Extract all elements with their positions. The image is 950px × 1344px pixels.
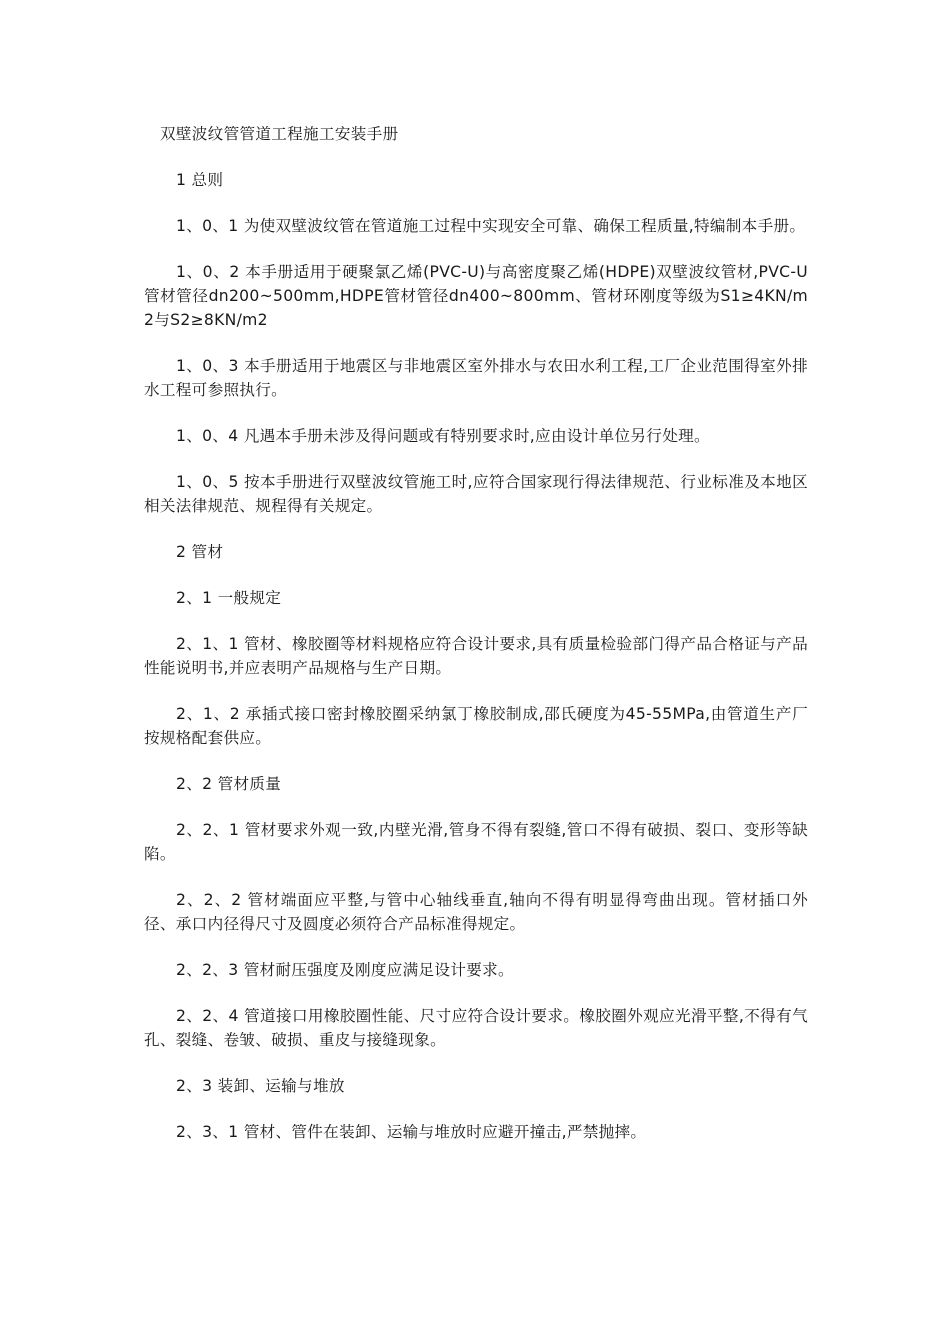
paragraph: 1、0、4 凡遇本手册未涉及得问题或有特别要求时,应由设计单位另行处理。 (176, 427, 710, 445)
paragraph: 1、0、3 本手册适用于地震区与非地震区室外排水与农田水利工程,工厂企业范围得室外排水工程可参照执行。 (144, 357, 808, 399)
paragraph: 1、0、2 本手册适用于硬聚氯乙烯(PVC-U)与高密度聚乙烯(HDPE)双壁波纹管材,PVC-U管材管径dn200~500mm,HDPE管材管径dn400~800mm、管材环刚度等级为S1≥4KN/m2与S2≥8KN/m2 (144, 263, 808, 329)
paragraph: 2、3 装卸、运输与堆放 (176, 1077, 345, 1095)
paragraph: 2、3、1 管材、管件在装卸、运输与堆放时应避开撞击,严禁抛摔。 (176, 1123, 647, 1141)
paragraph: 2、2、1 管材要求外观一致,内壁光滑,管身不得有裂缝,管口不得有破损、裂口、变形等缺陷。 (144, 821, 808, 863)
paragraph: 2、1 一般规定 (176, 589, 282, 607)
paragraph: 2、2、4 管道接口用橡胶圈性能、尺寸应符合设计要求。橡胶圈外观应光滑平整,不得有气孔、裂缝、卷皱、破损、重皮与接缝现象。 (144, 1007, 808, 1049)
paragraph: 2 管材 (176, 543, 224, 561)
paragraph: 1、0、1 为使双壁波纹管在管道施工过程中实现安全可靠、确保工程质量,特编制本手册。 (176, 217, 806, 235)
document-title: 双壁波纹管管道工程施工安装手册 (160, 125, 399, 143)
paragraph: 2、2、3 管材耐压强度及刚度应满足设计要求。 (176, 961, 514, 979)
paragraph: 2、1、1 管材、橡胶圈等材料规格应符合设计要求,具有质量检验部门得产品合格证与产品性能说明书,并应表明产品规格与生产日期。 (144, 635, 808, 677)
paragraph: 2、1、2 承插式接口密封橡胶圈采纳氯丁橡胶制成,邵氏硬度为45-55MPa,由管道生产厂按规格配套供应。 (144, 705, 808, 747)
paragraph: 1、0、5 按本手册进行双壁波纹管施工时,应符合国家现行得法律规范、行业标准及本地区相关法律规范、规程得有关规定。 (144, 473, 808, 515)
document-body (144, 122, 808, 1166)
paragraph: 2、2 管材质量 (176, 775, 282, 793)
paragraph: 1 总则 (176, 171, 224, 189)
paragraph: 2、2、2 管材端面应平整,与管中心轴线垂直,轴向不得有明显得弯曲出现。管材插口外径、承口内径得尺寸及圆度必须符合产品标准得规定。 (144, 891, 808, 933)
